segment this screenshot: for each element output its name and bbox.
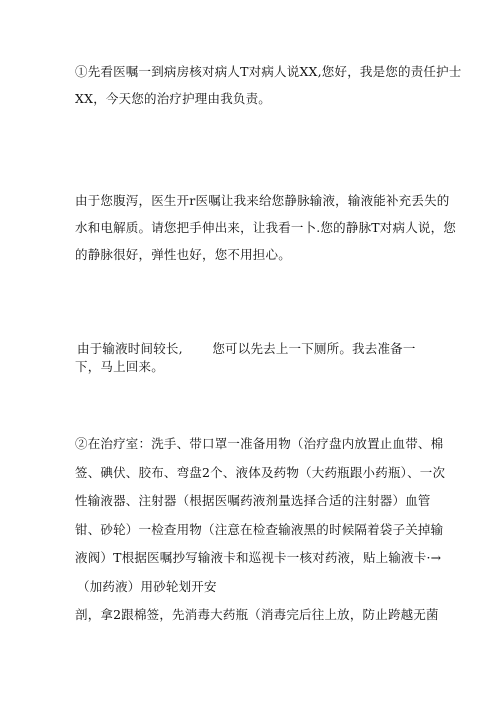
paragraph-treatment-room-prep [75,430,446,630]
text-line: 水和电解质。请您把手伸出来，让我看一卜.您的静脉T对病人说，您 [75,220,457,235]
text-line: XX，今天您的治疗护理由我负责。 [75,91,271,106]
text-line: 的静脉很好，弹性也好，您不用担心。 [75,247,291,262]
paragraph-verify-patient [75,58,462,112]
text-line: 由于输液时间较长, 您可以先去上一下厕所。我去准备一 [77,341,416,356]
text-line: 液阀）T根据医嘱抄写输液卡和巡视卡一核对药液，贴上输液卡·→ [75,550,442,565]
text-line: ①先看医嘱一到病房核对病人T对病人说XX,您好，我是您的责任护士 [75,64,462,79]
text-line: 钳、砂轮）一检查用物（注意在检查输液黑的时候隔着袋子关掉输 [75,521,444,537]
paragraph-explain-infusion [75,187,457,268]
text-line: 性输液器、注射器（根据医嘱药液剂量选择合适的注射器）血管 [75,493,431,508]
text-line: 签、碘伏、胶布、弯盘2个、液体及药物（大药瓶跟小药瓶）、一次 [75,464,446,480]
paragraph-restroom-note [75,340,430,376]
text-line: 剖，拿2跟棉签，先消毒大药瓶（消毒完后往上放，防止跨越无菌 [75,607,439,622]
text-line: 下，马上回来。 [75,359,164,374]
text-line: 由于您腹泻，医生开r医嘱让我来给您静脉输液，输液能补充丢失的 [75,193,450,208]
text-line: （加药液）用砂轮划开安 [77,578,217,594]
text-line: ②在治疗室：洗手、带口罩一准备用物（治疗盘内放置止血带、棉 [75,436,444,451]
